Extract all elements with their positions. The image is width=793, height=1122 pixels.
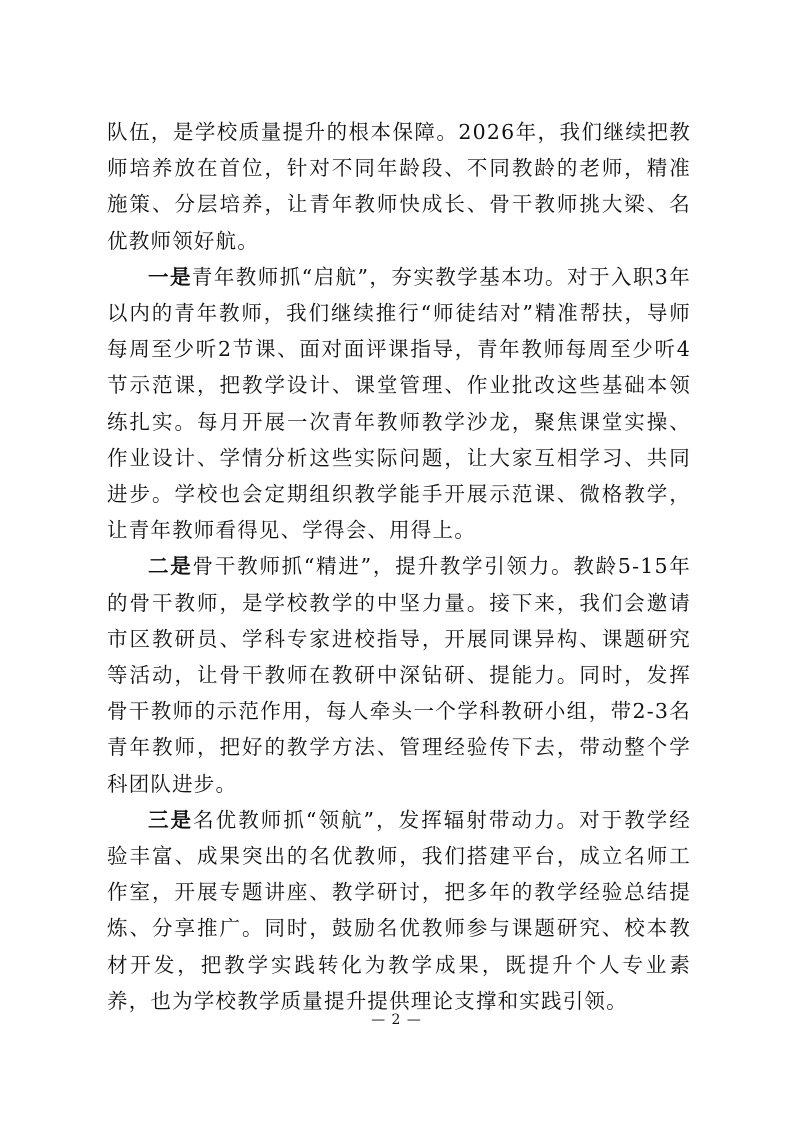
paragraph-text: 队伍，是学校质量提升的根本保障。2026年，我们继续把教师培养放在首位，针对不同年龄段、不同教龄的老师，精准施策、分层培养，让青年教师快成长、骨干教师挑大梁、名优教师领好航。 <box>107 120 691 253</box>
paragraph-text: 骨干教师抓“精进”，提升教学引领力。教龄5-15年的骨干教师，是学校教学的中坚力量。接下来，我们会邀请市区教研员、学科专家进校指导，开展同课异构、课题研究等活动，让骨干教师在教研中深钻研、提能力。同时，发挥骨干教师的示范作用，每人牵头一个学科教研小组，带2-3名青年教师，把好的教学方法、管理经验传下去，带动整个学科团队进步。 <box>107 554 692 796</box>
paragraph-young-teachers <box>107 259 691 549</box>
paragraph-lead: 一是 <box>148 264 192 289</box>
paragraph-text: 青年教师抓“启航”，夯实教学基本功。对于入职3年以内的青年教师，我们继续推行“师徒结对”精准帮扶，导师每周至少听2节课、面对面评课指导，青年教师每周至少听4节示范课，把教学设计、课堂管理、作业批改这些基础本领练扎实。每月开展一次青年教师教学沙龙，聚焦课堂实操、作业设计、学情分析这些实际问题，让大家互相学习、共同进步。学校也会定期组织教学能手开展示范课、微格教学，让青年教师看得见、学得会、用得上。 <box>107 264 691 543</box>
paragraph-lead: 三是 <box>148 807 194 832</box>
paragraph-famous-teachers <box>107 802 691 1019</box>
paragraph-continuation <box>107 114 691 259</box>
document-body <box>107 114 691 1019</box>
page-number: — 2 — <box>371 1012 422 1028</box>
paragraph-core-teachers <box>107 548 691 801</box>
paragraph-text: 名优教师抓“领航”，发挥辐射带动力。对于教学经验丰富、成果突出的名优教师，我们搭建平台，成立名师工作室，开展专题讲座、教学研讨，把多年的教学经验总结提炼、分享推广。同时，鼓励名优教师参与课题研究、校本教材开发，把教学实践转化为教学成果，既提升个人专业素养，也为学校教学质量提升提供理论支撑和实践引领。 <box>107 807 692 1013</box>
paragraph-lead: 二是 <box>148 554 193 579</box>
